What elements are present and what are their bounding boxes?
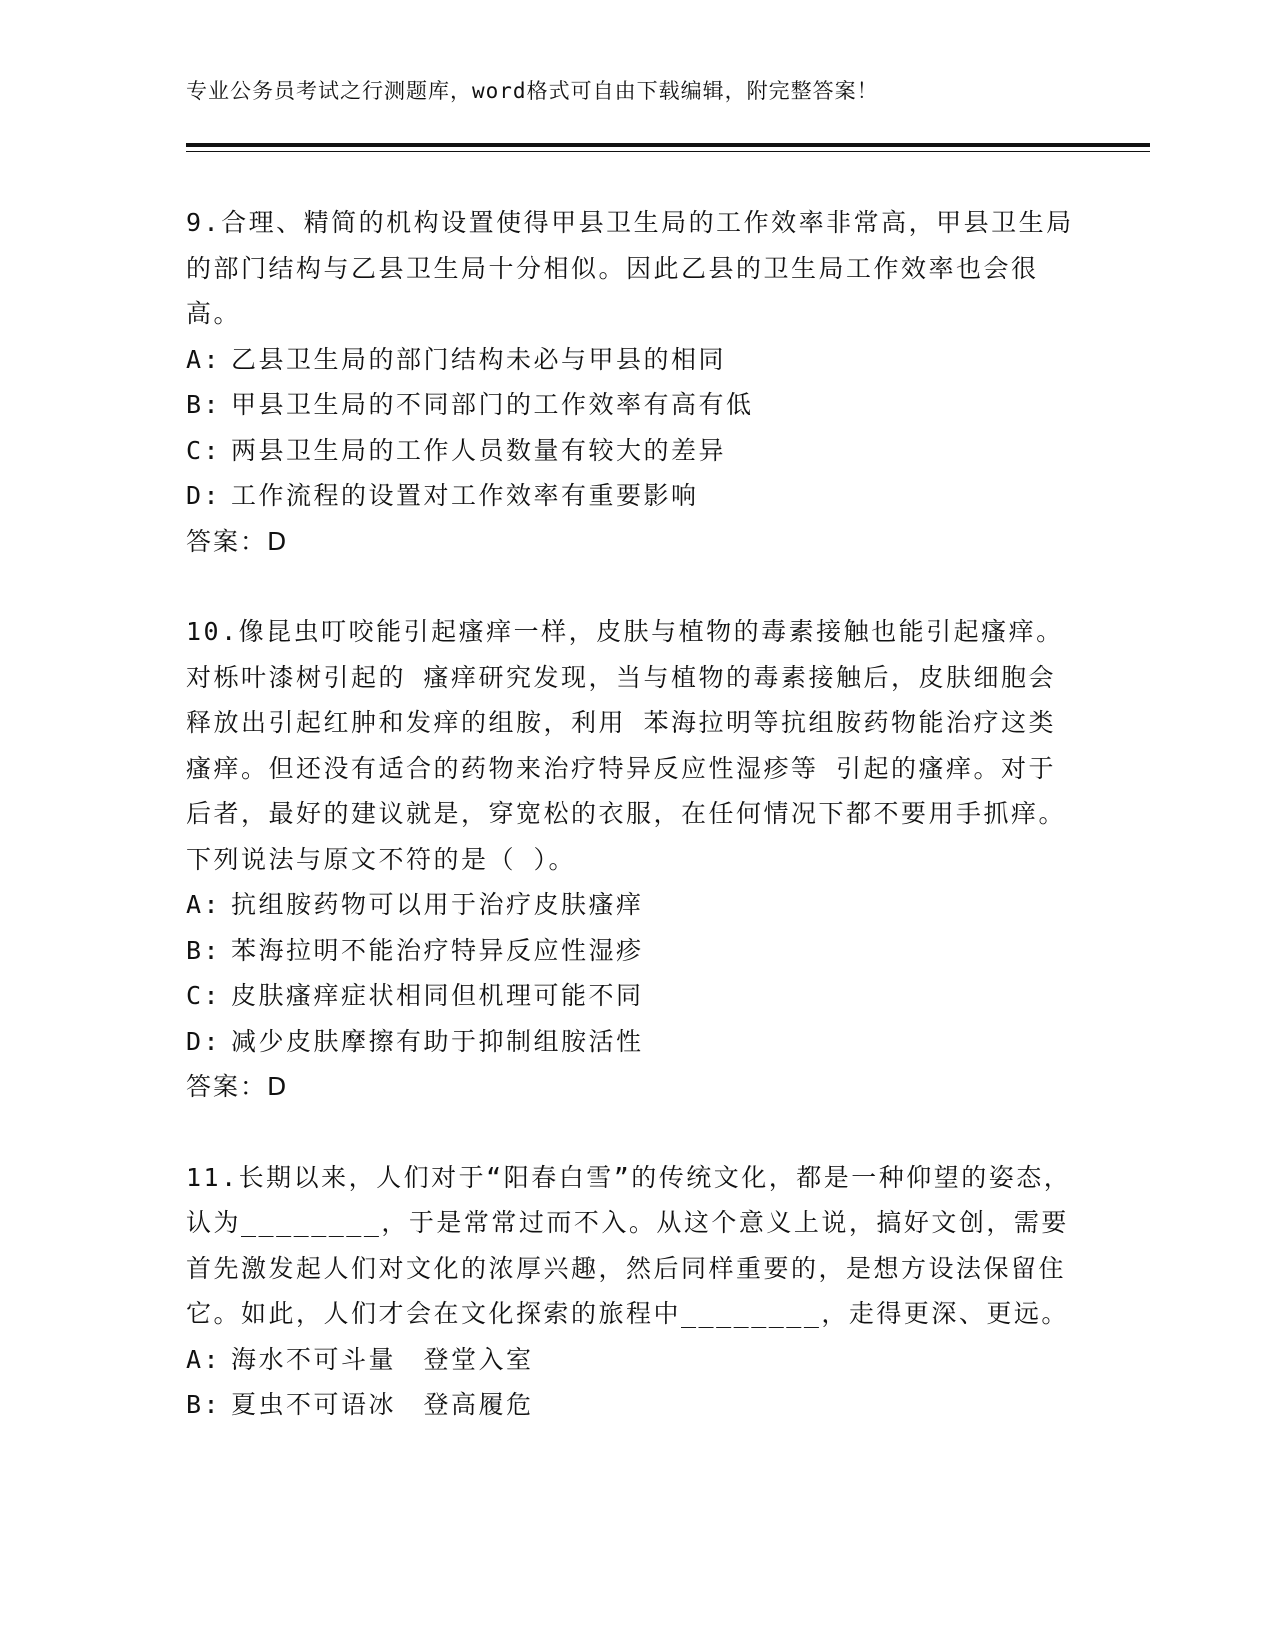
option-a — [186, 1337, 1076, 1383]
option-key: D: — [186, 1026, 222, 1056]
document-body — [186, 200, 1076, 1473]
option-text: 夏虫不可语冰 登高履危 — [231, 1390, 534, 1419]
header-rule-thin — [186, 151, 1150, 152]
option-key: A: — [186, 1344, 222, 1374]
option-b — [186, 382, 1076, 428]
option-d — [186, 1019, 1076, 1065]
option-c — [186, 428, 1076, 474]
answer: 答案：D — [186, 1072, 289, 1101]
question-11 — [186, 1155, 1076, 1428]
option-text: 皮肤瘙痒症状相同但机理可能不同 — [231, 981, 644, 1010]
option-text: 甲县卫生局的不同部门的工作效率有高有低 — [231, 390, 754, 419]
option-text: 减少皮肤摩擦有助于抑制组胺活性 — [231, 1026, 644, 1056]
option-key: C: — [186, 435, 222, 465]
option-c — [186, 973, 1076, 1019]
option-key: B: — [186, 390, 222, 419]
option-a — [186, 337, 1076, 383]
option-d — [186, 473, 1076, 519]
question-text: 10.像昆虫叮咬能引起瘙痒一样，皮肤与植物的毒素接触也能引起瘙痒。对栎叶漆树引起的 瘙痒研究发现，当与植物的毒素接触后，皮肤细胞会释放出引起红肿和发痒的组胺，利用 苯海拉明等抗组胺药物能治疗这类瘙痒。但还没有适合的药物来治疗特异反应性湿疹等 引起的瘙痒。对于后者，最好的建议就是，穿宽松的衣服，在任何情况下都不要用手抓痒。 下列说法与原文不符的是（ ）。 — [186, 617, 1067, 874]
option-text: 抗组胺药物可以用于治疗皮肤瘙痒 — [231, 890, 644, 919]
question-9 — [186, 200, 1076, 564]
question-text: 9.合理、精简的机构设置使得甲县卫生局的工作效率非常高，甲县卫生局的部门结构与乙县卫生局十分相似。因此乙县的卫生局工作效率也会很高。 — [186, 208, 1074, 328]
option-key: D: — [186, 481, 222, 510]
answer: 答案：D — [186, 526, 289, 556]
option-text: 两县卫生局的工作人员数量有较大的差异 — [231, 435, 727, 465]
option-text: 苯海拉明不能治疗特异反应性湿疹 — [231, 935, 644, 965]
option-key: B: — [186, 935, 222, 965]
question-text: 11.长期以来，人们对于“阳春白雪”的传统文化，都是一种仰望的姿态，认为________，于是常常过而不入。从这个意义上说，搞好文创，需要首先激发起人们对文化的浓厚兴趣，然后同样重要的，是想方设法保留住它。如此，人们才会在文化探索的旅程中________，走得更深、更远。 — [186, 1162, 1072, 1328]
question-10 — [186, 609, 1076, 1110]
option-text: 海水不可斗量 登堂入室 — [231, 1344, 534, 1374]
option-key: C: — [186, 981, 222, 1010]
option-b — [186, 928, 1076, 974]
option-a — [186, 882, 1076, 928]
option-text: 工作流程的设置对工作效率有重要影响 — [231, 481, 699, 510]
option-key: A: — [186, 344, 222, 374]
option-text: 乙县卫生局的部门结构未必与甲县的相同 — [231, 344, 727, 374]
option-b — [186, 1382, 1076, 1428]
page-header: 专业公务员考试之行测题库，word格式可自由下载编辑，附完整答案！ — [186, 79, 879, 103]
header-rule — [186, 143, 1150, 147]
option-key: A: — [186, 890, 222, 919]
option-key: B: — [186, 1390, 222, 1419]
